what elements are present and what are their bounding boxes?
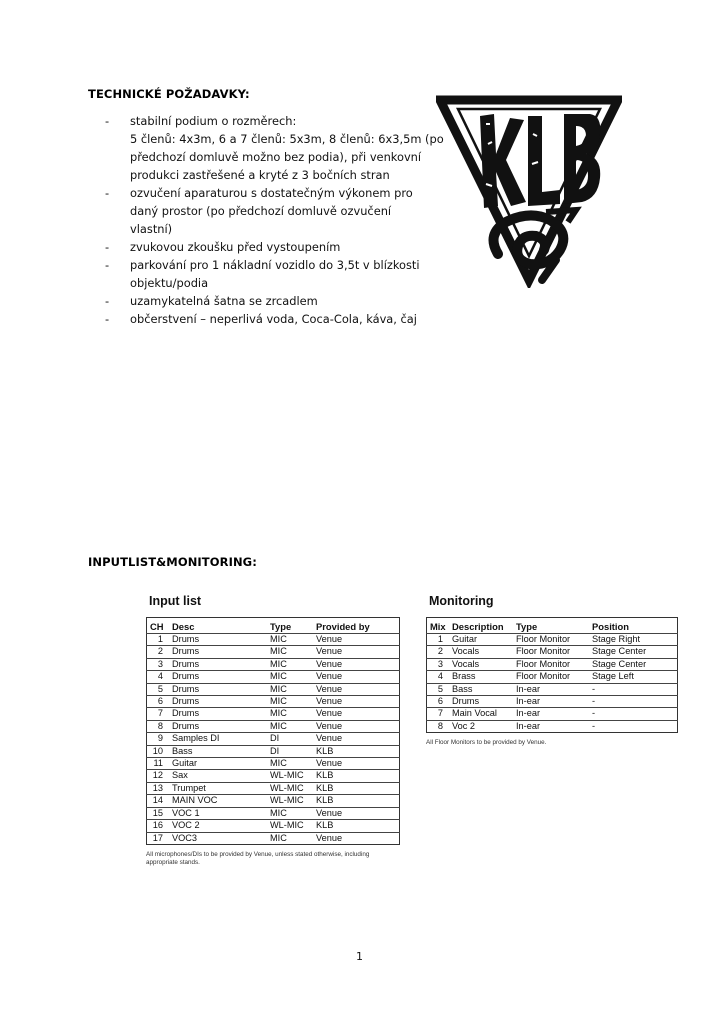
column-header: Desc bbox=[172, 621, 195, 632]
table-cell: VOC 1 bbox=[169, 807, 267, 819]
table-cell: Stage Right bbox=[589, 634, 678, 646]
table-cell: Venue bbox=[313, 646, 400, 658]
table-cell: 7 bbox=[427, 708, 450, 720]
requirement-line: uzamykatelná šatna se zrcadlem bbox=[130, 294, 318, 308]
page-number: 1 bbox=[356, 950, 363, 963]
column-header: Description bbox=[452, 621, 504, 632]
table-cell: Samples DI bbox=[169, 733, 267, 745]
table-cell: - bbox=[589, 683, 678, 695]
requirement-line: parkování pro 1 nákladní vozidlo do 3,5t v blízkosti bbox=[130, 258, 420, 272]
table-cell: 13 bbox=[147, 782, 170, 794]
requirement-item bbox=[105, 256, 435, 292]
table-cell: MIC bbox=[267, 634, 313, 646]
table-cell: KLB bbox=[313, 770, 400, 782]
requirement-line: předchozí domluvě možno bez podia), při venkovní bbox=[130, 150, 422, 164]
table-cell: Floor Monitor bbox=[513, 658, 589, 670]
table-cell: In-ear bbox=[513, 696, 589, 708]
table-cell: MIC bbox=[267, 720, 313, 732]
table-cell: KLB bbox=[313, 820, 400, 832]
requirement-item bbox=[105, 112, 444, 184]
input-list-footnote: All microphones/DIs to be provided by Venue, unless stated otherwise, including appropriate stands. bbox=[146, 850, 370, 866]
column-header: Type bbox=[516, 621, 538, 632]
table-row bbox=[147, 807, 400, 819]
table-row bbox=[147, 720, 400, 732]
table-cell: Stage Center bbox=[589, 658, 678, 670]
table-row bbox=[147, 758, 400, 770]
table-cell: 12 bbox=[147, 770, 170, 782]
table-cell: Drums bbox=[169, 658, 267, 670]
klb-logo-icon bbox=[436, 94, 622, 288]
table-cell: 8 bbox=[147, 720, 170, 732]
table-cell: - bbox=[589, 708, 678, 720]
table-cell: KLB bbox=[313, 745, 400, 757]
table-cell: Floor Monitor bbox=[513, 646, 589, 658]
table-cell: MIC bbox=[267, 696, 313, 708]
requirement-item bbox=[105, 292, 435, 310]
requirement-line: občerstvení – neperlivá voda, Coca-Cola, káva, čaj bbox=[130, 312, 417, 326]
table-cell: Venue bbox=[313, 658, 400, 670]
monitoring-panel bbox=[426, 594, 678, 747]
table-cell: 5 bbox=[147, 683, 170, 695]
table-cell: Trumpet bbox=[169, 782, 267, 794]
table-cell: 2 bbox=[147, 646, 170, 658]
table-cell: Venue bbox=[313, 696, 400, 708]
table-cell: 11 bbox=[147, 758, 170, 770]
table-cell: 6 bbox=[147, 696, 170, 708]
requirement-line: vlastní) bbox=[130, 222, 173, 236]
table-cell: Drums bbox=[169, 646, 267, 658]
table-cell: MIC bbox=[267, 807, 313, 819]
bullet-dash: - bbox=[105, 114, 110, 128]
input-list-panel bbox=[146, 594, 400, 867]
table-cell: Venue bbox=[313, 758, 400, 770]
table-cell: Venue bbox=[313, 671, 400, 683]
table-row bbox=[427, 683, 678, 695]
table-cell: 8 bbox=[427, 720, 450, 732]
requirement-item bbox=[105, 310, 435, 328]
table-cell: WL-MIC bbox=[267, 795, 313, 807]
table-cell: Floor Monitor bbox=[513, 634, 589, 646]
table-cell: 14 bbox=[147, 795, 170, 807]
table-cell: MIC bbox=[267, 758, 313, 770]
table-cell: Drums bbox=[169, 671, 267, 683]
table-row bbox=[147, 832, 400, 844]
column-header: Mix bbox=[430, 621, 446, 632]
table-cell: WL-MIC bbox=[267, 770, 313, 782]
table-cell: 7 bbox=[147, 708, 170, 720]
monitoring-heading: Monitoring bbox=[429, 594, 494, 608]
table-cell: 1 bbox=[427, 634, 450, 646]
table-cell: Sax bbox=[169, 770, 267, 782]
table-cell: Stage Center bbox=[589, 646, 678, 658]
requirement-line: zvukovou zkoušku před vystoupením bbox=[130, 240, 341, 254]
table-cell: Bass bbox=[169, 745, 267, 757]
monitoring-footnote: All Floor Monitors to be provided by Venue. bbox=[426, 739, 547, 747]
table-cell: VOC3 bbox=[169, 832, 267, 844]
table-cell: KLB bbox=[313, 795, 400, 807]
table-row bbox=[427, 720, 678, 732]
table-cell: Guitar bbox=[449, 634, 513, 646]
table-cell: 3 bbox=[147, 658, 170, 670]
table-row bbox=[147, 770, 400, 782]
table-cell: Stage Left bbox=[589, 671, 678, 683]
table-cell: 2 bbox=[427, 646, 450, 658]
table-cell: Venue bbox=[313, 832, 400, 844]
table-row bbox=[147, 820, 400, 832]
table-row bbox=[147, 671, 400, 683]
bullet-dash: - bbox=[105, 240, 110, 254]
table-row bbox=[427, 671, 678, 683]
table-cell: Guitar bbox=[169, 758, 267, 770]
table-cell: Venue bbox=[313, 708, 400, 720]
table-cell: 16 bbox=[147, 820, 170, 832]
table-cell: Drums bbox=[169, 683, 267, 695]
requirement-item bbox=[105, 184, 435, 238]
table-row bbox=[147, 658, 400, 670]
table-cell: 3 bbox=[427, 658, 450, 670]
table-row bbox=[147, 795, 400, 807]
technical-requirements-title: TECHNICKÉ POŽADAVKY: bbox=[88, 87, 250, 101]
table-cell: MAIN VOC bbox=[169, 795, 267, 807]
table-row bbox=[427, 634, 678, 646]
table-cell: Venue bbox=[313, 733, 400, 745]
table-cell: 4 bbox=[427, 671, 450, 683]
input-list-table bbox=[146, 617, 400, 845]
bullet-dash: - bbox=[105, 312, 110, 326]
monitoring-table bbox=[426, 617, 678, 733]
table-cell: Drums bbox=[449, 696, 513, 708]
table-cell: Drums bbox=[169, 720, 267, 732]
table-cell: MIC bbox=[267, 658, 313, 670]
table-row bbox=[427, 658, 678, 670]
inputlist-monitoring-title: INPUTLIST&MONITORING: bbox=[88, 555, 257, 569]
table-cell: 9 bbox=[147, 733, 170, 745]
requirement-line: 5 členů: 4x3m, 6 a 7 členů: 5x3m, 8 členů: 6x3,5m (po bbox=[130, 132, 444, 146]
table-cell: - bbox=[589, 696, 678, 708]
table-cell: In-ear bbox=[513, 683, 589, 695]
table-row bbox=[147, 733, 400, 745]
requirement-line: objektu/podia bbox=[130, 276, 209, 290]
requirement-line: stabilní podium o rozměrech: bbox=[130, 114, 297, 128]
requirement-item bbox=[105, 238, 435, 256]
table-cell: DI bbox=[267, 733, 313, 745]
requirement-line: produkci zastřešené a kryté z 3 bočních stran bbox=[130, 168, 390, 182]
table-cell: Venue bbox=[313, 807, 400, 819]
table-cell: Venue bbox=[313, 683, 400, 695]
table-cell: Floor Monitor bbox=[513, 671, 589, 683]
table-row bbox=[147, 782, 400, 794]
table-cell: In-ear bbox=[513, 720, 589, 732]
requirement-line: ozvučení aparaturou s dostatečným výkonem pro bbox=[130, 186, 413, 200]
table-cell: Venue bbox=[313, 634, 400, 646]
table-cell: 15 bbox=[147, 807, 170, 819]
table-cell: Vocals bbox=[449, 658, 513, 670]
table-cell: 5 bbox=[427, 683, 450, 695]
table-cell: MIC bbox=[267, 708, 313, 720]
input-list-heading: Input list bbox=[149, 594, 202, 608]
table-row bbox=[147, 683, 400, 695]
table-cell: MIC bbox=[267, 646, 313, 658]
table-cell: Vocals bbox=[449, 646, 513, 658]
column-header: Position bbox=[592, 621, 629, 632]
table-cell: Drums bbox=[169, 708, 267, 720]
table-cell: VOC 2 bbox=[169, 820, 267, 832]
table-row bbox=[427, 646, 678, 658]
table-cell: 4 bbox=[147, 671, 170, 683]
table-cell: Main Vocal bbox=[449, 708, 513, 720]
table-row bbox=[147, 708, 400, 720]
table-cell: Venue bbox=[313, 720, 400, 732]
column-header: Type bbox=[270, 621, 292, 632]
table-cell: 1 bbox=[147, 634, 170, 646]
table-cell: Voc 2 bbox=[449, 720, 513, 732]
column-header: Provided by bbox=[316, 621, 370, 632]
table-cell: Brass bbox=[449, 671, 513, 683]
bullet-dash: - bbox=[105, 294, 110, 308]
column-header: CH bbox=[150, 621, 164, 632]
technical-requirements-list bbox=[105, 112, 444, 328]
table-cell: In-ear bbox=[513, 708, 589, 720]
table-row bbox=[147, 646, 400, 658]
table-cell: WL-MIC bbox=[267, 782, 313, 794]
table-cell: DI bbox=[267, 745, 313, 757]
table-cell: Drums bbox=[169, 696, 267, 708]
table-cell: - bbox=[589, 720, 678, 732]
requirement-line: daný prostor (po předchozí domluvě ozvučení bbox=[130, 204, 392, 218]
table-row bbox=[147, 634, 400, 646]
table-cell: 6 bbox=[427, 696, 450, 708]
table-cell: MIC bbox=[267, 832, 313, 844]
table-cell: MIC bbox=[267, 671, 313, 683]
table-cell: Drums bbox=[169, 634, 267, 646]
table-row bbox=[147, 696, 400, 708]
table-cell: MIC bbox=[267, 683, 313, 695]
table-cell: WL-MIC bbox=[267, 820, 313, 832]
table-row bbox=[427, 708, 678, 720]
bullet-dash: - bbox=[105, 258, 110, 272]
table-cell: 17 bbox=[147, 832, 170, 844]
table-row bbox=[427, 696, 678, 708]
table-row bbox=[147, 745, 400, 757]
table-cell: KLB bbox=[313, 782, 400, 794]
table-cell: Bass bbox=[449, 683, 513, 695]
table-cell: 10 bbox=[147, 745, 170, 757]
bullet-dash: - bbox=[105, 186, 110, 200]
